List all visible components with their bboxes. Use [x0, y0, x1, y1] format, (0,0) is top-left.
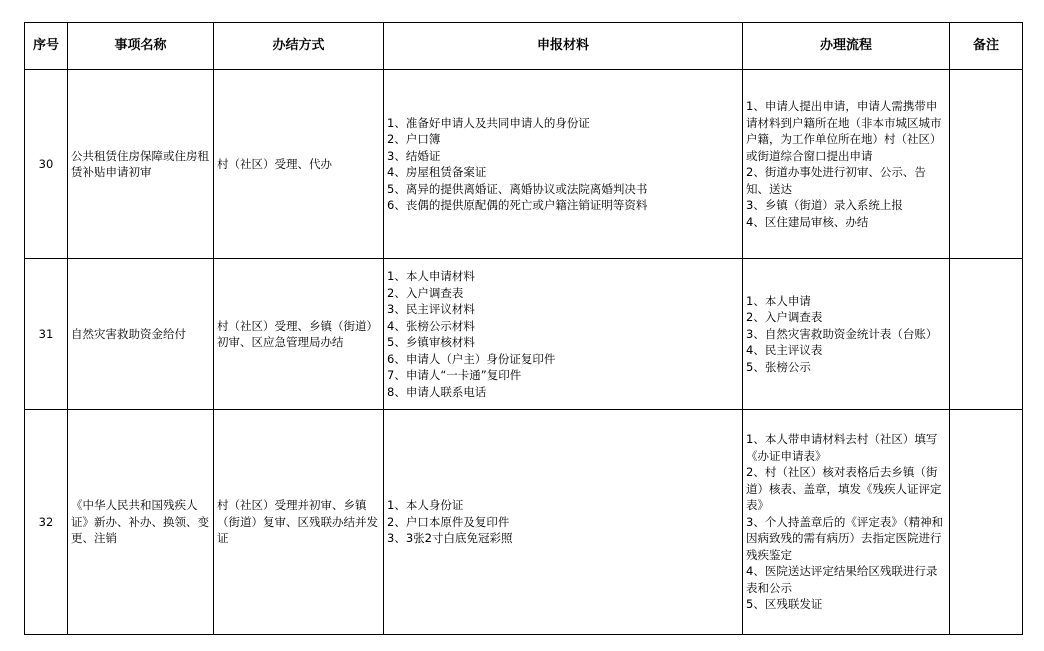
process-step: 5、区残联发证: [746, 597, 823, 612]
note-cell: [950, 70, 1023, 259]
material-item: 4、房屋租赁备案证: [387, 165, 487, 179]
process-step: 4、区住建局审核、办结: [746, 214, 869, 229]
process-cell: [743, 259, 950, 410]
header-row: [25, 23, 1023, 70]
process-step: 3、自然灾害救助资金统计表（台账）: [746, 326, 938, 341]
material-item: 6、丧偶的提供原配偶的死亡或户籍注销证明等资料: [387, 198, 648, 212]
item-name: 《中华人民共和国残疾人证》新办、补办、换领、变更、注销: [68, 410, 214, 635]
material-item: 3、3张2寸白底免冠彩照: [387, 531, 513, 546]
material-item: 2、户口簿: [387, 132, 441, 146]
process-step: 1、本人带申请材料去村（社区）填写《办证申请表》: [746, 432, 938, 463]
process-step: 3、个人持盖章后的《评定表》（精神和因病致残的需有病历）去指定医院进行残疾鉴定: [746, 514, 944, 562]
process-step: 5、张榜公示: [746, 359, 811, 374]
header-process: 办理流程: [743, 23, 950, 70]
header-method: 办结方式: [214, 23, 384, 70]
process-step: 2、街道办事处进行初审、公示、告知、送达: [746, 165, 926, 196]
note-cell: [950, 259, 1023, 410]
material-item: 2、入户调查表: [387, 285, 464, 300]
material-item: 5、乡镇审核材料: [387, 335, 475, 349]
header-no: 序号: [25, 23, 68, 70]
header-name: 事项名称: [68, 23, 214, 70]
material-item: 2、户口本原件及复印件: [387, 514, 510, 529]
process-step: 2、村（社区）核对表格后去乡镇（街道）核表、盖章，填发《残疾人证评定表》: [746, 465, 942, 513]
material-item: 3、民主评议材料: [387, 302, 475, 316]
table-row: [25, 70, 1023, 259]
materials-cell: [384, 259, 743, 410]
header-note: 备注: [950, 23, 1023, 70]
process-cell: [743, 70, 950, 259]
material-item: 1、准备好申请人及共同申请人的身份证: [387, 115, 590, 130]
row-number: 32: [25, 410, 68, 635]
material-item: 1、本人申请材料: [387, 269, 475, 283]
material-item: 1、本人身份证: [387, 498, 464, 513]
material-item: 5、离异的提供离婚证、离婚协议或法院离婚判决书: [387, 181, 648, 196]
material-item: 6、申请人（户主）身份证复印件: [387, 351, 556, 366]
material-item: 8、申请人联系电话: [387, 384, 487, 399]
material-item: 7、申请人“一卡通”复印件: [387, 368, 522, 382]
table-row: [25, 259, 1023, 410]
process-cell: [743, 410, 950, 635]
material-item: 3、结婚证: [387, 148, 441, 163]
item-name: 公共租赁住房保障或住房租赁补贴申请初审: [68, 70, 214, 259]
header-materials: 申报材料: [384, 23, 743, 70]
matters-table: [24, 22, 1023, 635]
materials-cell: [384, 70, 743, 259]
process-step: 2、入户调查表: [746, 310, 823, 325]
process-step: 1、申请人提出申请，申请人需携带申请材料到户籍所在地（非本市城区城市户籍，为工作单位所在地）村（社区）或街道综合窗口提出申请: [746, 99, 942, 163]
material-item: 4、张榜公示材料: [387, 318, 475, 333]
table-row: [25, 410, 1023, 635]
row-number: 30: [25, 70, 68, 259]
note-cell: [950, 410, 1023, 635]
process-step: 4、民主评议表: [746, 343, 823, 358]
process-step: 4、医院送达评定结果给区残联进行录表和公示: [746, 564, 938, 595]
completion-method: 村（社区）受理、乡镇（街道）初审、区应急管理局办结: [214, 259, 384, 410]
materials-cell: [384, 410, 743, 635]
item-name: 自然灾害救助资金给付: [68, 259, 214, 410]
process-step: 1、本人申请: [746, 293, 811, 308]
row-number: 31: [25, 259, 68, 410]
process-step: 3、乡镇（街道）录入系统上报: [746, 198, 903, 212]
completion-method: 村（社区）受理、代办: [214, 70, 384, 259]
completion-method: 村（社区）受理并初审、乡镇（街道）复审、区残联办结并发证: [214, 410, 384, 635]
